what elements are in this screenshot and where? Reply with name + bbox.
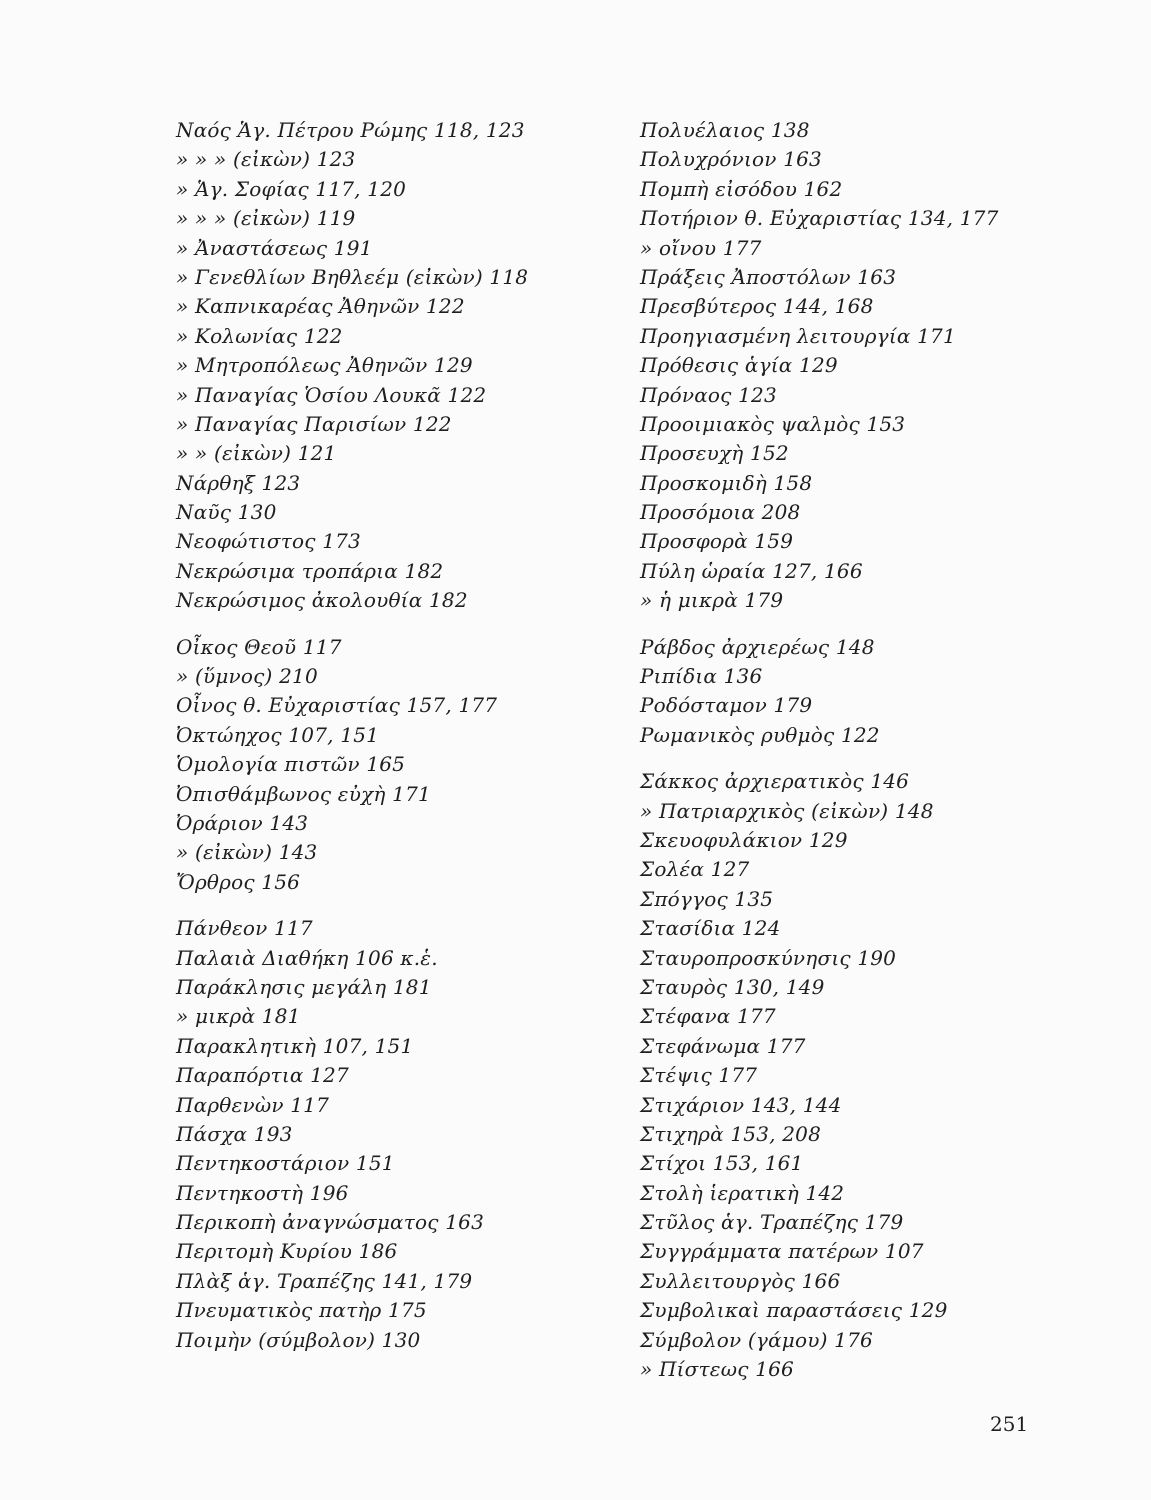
index-entry: Νεκρώσιμος ἀκολουθία 182	[176, 588, 468, 613]
index-entry: » (ὕμνος) 210	[176, 664, 318, 689]
index-entry: Πρόθεσις ἁγία 129	[640, 353, 838, 378]
index-entry: Στασίδια 124	[640, 916, 781, 941]
index-entry: Ρωμανικὸς ρυθμὸς 122	[640, 722, 880, 747]
index-entry: Παλαιὰ Διαθήκη 106 κ.ἑ.	[176, 945, 438, 970]
index-entry: » ἡ μικρὰ 179	[640, 588, 784, 613]
index-entry: » Ἀναστάσεως 191	[176, 235, 373, 260]
index-entry: Οἶκος Θεοῦ 117	[176, 634, 342, 659]
index-entry: » Κολωνίας 122	[176, 323, 343, 348]
index-entry: Ναῦς 130	[176, 500, 277, 525]
index-entry: Παράκλησις μεγάλη 181	[176, 974, 432, 999]
index-entry: Νάρθηξ 123	[176, 470, 301, 495]
index-column-right	[640, 116, 1100, 1384]
index-entry: Στέφανα 177	[640, 1004, 776, 1029]
index-entry: Ράβδος ἀρχιερέως 148	[640, 634, 875, 659]
index-entry: » Παναγίας Ὁσίου Λουκᾶ 122	[176, 382, 487, 407]
index-entry: Πράξεις Ἀποστόλων 163	[640, 264, 897, 289]
index-entry: Ὀκτώηχος 107, 151	[176, 722, 380, 747]
index-entry: Πολυχρόνιον 163	[640, 147, 822, 172]
index-entry: Ποιμὴν (σύμβολον) 130	[176, 1327, 421, 1352]
index-entry: Στολὴ ἱερατικὴ 142	[640, 1180, 845, 1205]
index-entry: Ὀπισθάμβωνος εὐχὴ 171	[176, 781, 431, 806]
index-entry: Ροδόσταμον 179	[640, 693, 813, 718]
index-entry: Προσόμοια 208	[640, 500, 801, 525]
index-entry: » Καπνικαρέας Ἀθηνῶν 122	[176, 294, 465, 319]
index-entry: Προηγιασμένη λειτουργία 171	[640, 323, 956, 348]
index-entry: Πλὰξ ἁγ. Τραπέζης 141, 179	[176, 1268, 473, 1293]
index-entry: Πάσχα 193	[176, 1121, 293, 1146]
index-entry: Πεντηκοστάριον 151	[176, 1151, 395, 1176]
index-entry	[640, 750, 1100, 767]
index-entry: Περιτομὴ Κυρίου 186	[176, 1239, 398, 1264]
index-entry: » Μητροπόλεως Ἀθηνῶν 129	[176, 353, 473, 378]
index-entry	[640, 616, 1100, 633]
index-entry: Περικοπὴ ἀναγνώσματος 163	[176, 1210, 484, 1235]
index-entry: Σάκκος ἀρχιερατικὸς 146	[640, 769, 910, 794]
index-entry: Ριπίδια 136	[640, 664, 763, 689]
index-entry: Πομπὴ εἰσόδου 162	[640, 176, 843, 201]
index-entry: Οἶνος θ. Εὐχαριστίας 157, 177	[176, 693, 498, 718]
index-entry: Προσευχὴ 152	[640, 441, 789, 466]
index-entry: Ναός Ἁγ. Πέτρου Ρώμης 118, 123	[176, 118, 525, 142]
index-entry: Πρεσβύτερος 144, 168	[640, 294, 874, 319]
index-entry	[176, 897, 646, 914]
index-entry: » (εἰκὼν) 143	[176, 840, 318, 865]
index-entry: Στέψις 177	[640, 1063, 758, 1088]
index-entry: » οἴνου 177	[640, 235, 762, 260]
index-entry: » Πατριαρχικὸς (εἰκὼν) 148	[640, 798, 934, 823]
index-entry: Προοιμιακὸς ψαλμὸς 153	[640, 411, 906, 436]
index-entry: Πύλη ὡραία 127, 166	[640, 558, 863, 583]
index-entry: » » (εἰκὼν) 121	[176, 441, 337, 466]
index-entry: Ποτήριον θ. Εὐχαριστίας 134, 177	[640, 206, 999, 231]
index-entry	[176, 616, 646, 633]
index-entry: Στιχάριον 143, 144	[640, 1092, 842, 1117]
index-entry: Συγγράμματα πατέρων 107	[640, 1239, 924, 1264]
index-entry: Πολυέλαιος 138	[640, 118, 810, 142]
index-entry: Παρθενὼν 117	[176, 1092, 330, 1117]
index-entry: Συλλειτουργὸς 166	[640, 1268, 841, 1293]
index-entry: Πεντηκοστὴ 196	[176, 1180, 349, 1205]
index-entry: Στίχοι 153, 161	[640, 1151, 804, 1176]
index-entry: Ὀράριον 143	[176, 810, 309, 835]
index-entry: Στεφάνωμα 177	[640, 1033, 806, 1058]
index-entry: Παραπόρτια 127	[176, 1063, 349, 1088]
index-entry: Σολέα 127	[640, 857, 750, 882]
index-entry: » Παναγίας Παρισίων 122	[176, 411, 452, 436]
index-entry: Νεκρώσιμα τροπάρια 182	[176, 558, 444, 583]
index-entry: » Ἁγ. Σοφίας 117, 120	[176, 176, 407, 201]
index-entry: Σταυρὸς 130, 149	[640, 974, 825, 999]
index-entry: » » » (εἰκὼν) 119	[176, 206, 356, 231]
index-entry: Σταυροπροσκύνησις 190	[640, 945, 897, 970]
index-entry: » Πίστεως 166	[640, 1357, 794, 1382]
index-entry: Ὄρθρος 156	[176, 869, 301, 894]
index-entry: Στῦλος ἁγ. Τραπέζης 179	[640, 1210, 904, 1235]
index-entry: Συμβολικαὶ παραστάσεις 129	[640, 1298, 948, 1323]
index-entry: Σύμβολον (γάμου) 176	[640, 1327, 873, 1352]
index-entry: Στιχηρὰ 153, 208	[640, 1121, 822, 1146]
index-entry: Προσφορὰ 159	[640, 529, 794, 554]
index-entry: Σκευοφυλάκιον 129	[640, 827, 848, 852]
index-entry: » » » (εἰκὼν) 123	[176, 147, 356, 172]
index-column-left	[176, 116, 646, 1355]
index-entry: Πρόναος 123	[640, 382, 777, 407]
index-entry: » μικρὰ 181	[176, 1004, 301, 1029]
index-entry: Σπόγγος 135	[640, 886, 774, 911]
index-entry: Προσκομιδὴ 158	[640, 470, 813, 495]
page-number: 251	[990, 1412, 1029, 1436]
index-entry: » Γενεθλίων Βηθλεέμ (εἰκὼν) 118	[176, 264, 529, 289]
index-entry: Πάνθεον 117	[176, 916, 313, 941]
index-entry: Νεοφώτιστος 173	[176, 529, 361, 554]
index-entry: Ὁμολογία πιστῶν 165	[176, 752, 406, 777]
index-entry: Πνευματικὸς πατὴρ 175	[176, 1298, 427, 1323]
index-entry: Παρακλητικὴ 107, 151	[176, 1033, 414, 1058]
